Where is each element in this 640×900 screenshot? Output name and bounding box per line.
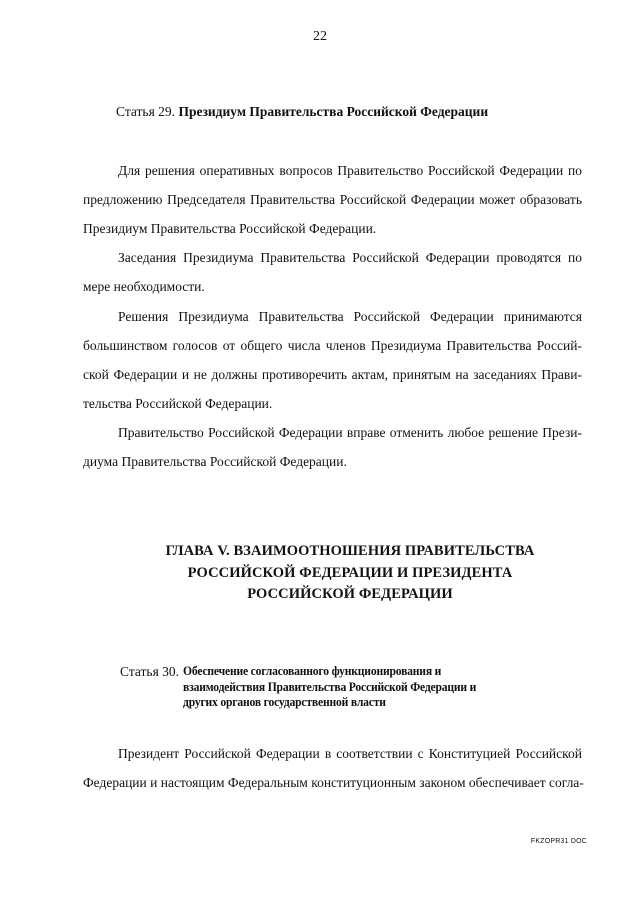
article-29-line: предложению Председателя Правительства Российской Федерации может образовать [83,192,582,207]
article-29-label: Статья 29. [116,104,176,119]
chapter-heading-line: РОССИЙСКОЙ ФЕДЕРАЦИИ И ПРЕЗИДЕНТА [187,565,513,581]
article-29-heading [116,104,596,120]
article-30-title-line: взаимодействия Правительства Российской Федерации и [183,680,477,694]
article-29-line: Правительство Российской Федерации вправе отменить любое решение Прези- [118,425,582,440]
article-30-line: Президент Российской Федерации в соответствии с Конституцией Российской [118,746,582,761]
article-29-line: Решения Президиума Правительства Российской Федерации принимаются [118,309,582,324]
article-29-line: Заседания Президиума Правительства Российской Федерации проводятся по [118,250,582,265]
article-29-title: Президиум Правительства Российской Федерации [178,104,489,119]
article-30-title-line: других органов государственной власти [183,695,386,709]
article-30-title-line: Обеспечение согласованного функционирования и [183,664,442,678]
article-29-line: Для решения оперативных вопросов Правительство Российской Федерации по [118,163,582,178]
article-29-line: диума Правительства Российской Федерации. [83,454,347,469]
article-29-line: большинством голосов от общего числа членов Президиума Правительства Россий- [83,338,582,353]
article-30-line: Федерации и настоящим Федеральным конституционным законом обеспечивает согла- [83,775,584,790]
footer-file-code: FKZOPR31 DOC [530,838,587,845]
chapter-heading-line: ГЛАВА V. ВЗАИМООТНОШЕНИЯ ПРАВИТЕЛЬСТВА [165,543,535,559]
article-30-label: Статья 30. [120,664,180,679]
article-29-line: мере необходимости. [83,279,205,294]
article-29-line: ской Федерации и не должны противоречить актам, принятым на заседаниях Прави- [83,367,582,382]
article-29-line: Президиум Правительства Российской Федерации. [83,221,377,236]
page-number: 22 [313,29,327,44]
chapter-heading-line: РОССИЙСКОЙ ФЕДЕРАЦИИ [247,586,453,602]
article-29-line: тельства Российской Федерации. [83,396,273,411]
